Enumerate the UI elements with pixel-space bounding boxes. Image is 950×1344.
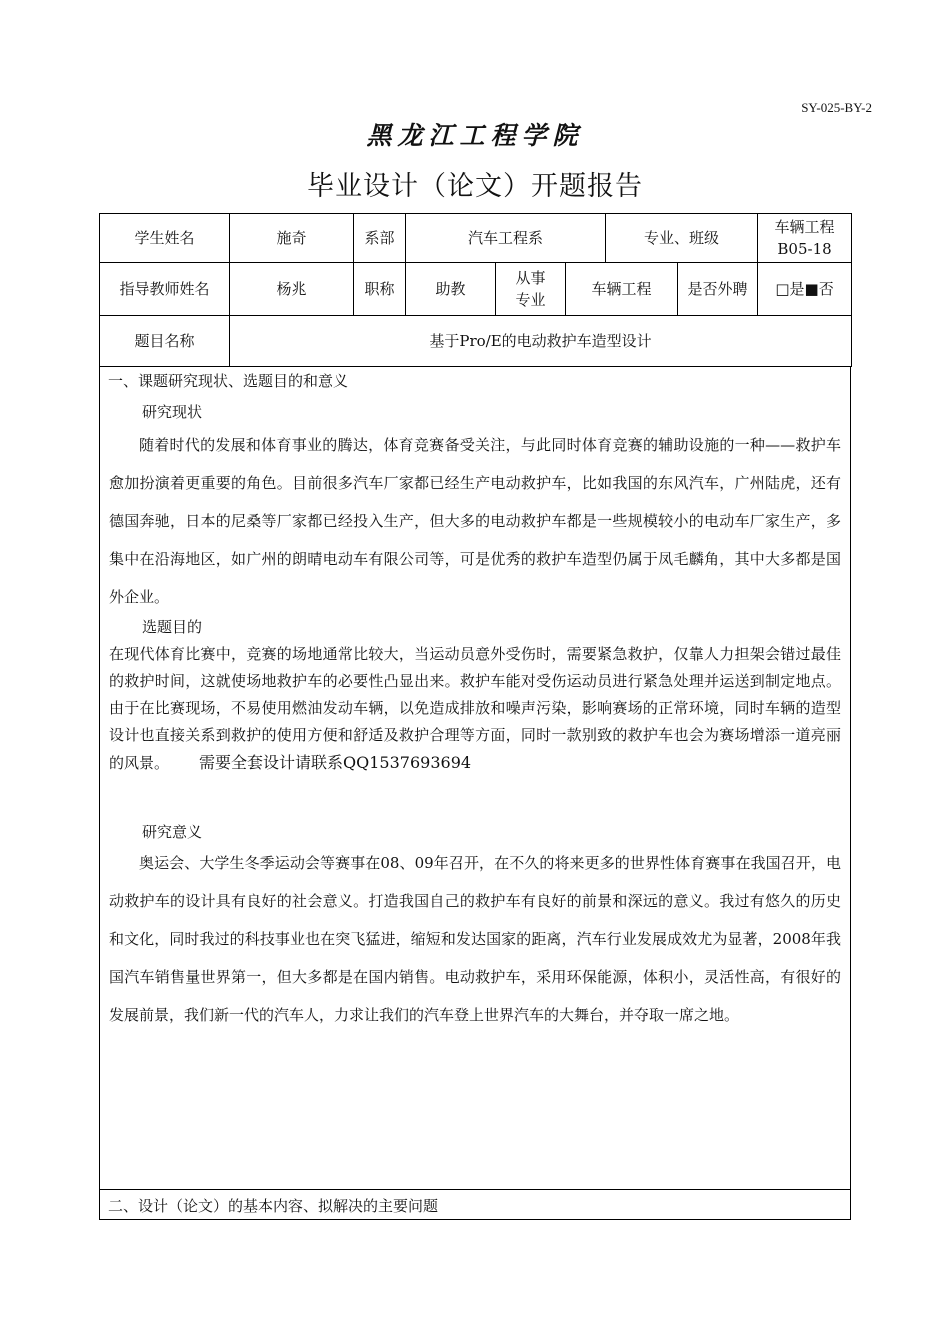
meaning-title: 研究意义 bbox=[142, 823, 203, 841]
external-label: 是否外聘 bbox=[678, 263, 758, 316]
topic-value: 基于Pro/E的电动救护车造型设计 bbox=[230, 316, 852, 367]
info-table bbox=[99, 213, 852, 367]
field-value: 车辆工程 bbox=[566, 263, 678, 316]
student-value: 施奇 bbox=[230, 214, 354, 263]
rank-label: 职称 bbox=[354, 263, 406, 316]
rank-value: 助教 bbox=[406, 263, 496, 316]
school-name: 黑龙江工程学院 bbox=[366, 121, 584, 150]
section-1-heading: 一、课题研究现状、选题目的和意义 bbox=[108, 372, 349, 390]
contact-note: 需要全套设计请联系QQ1537693694 bbox=[199, 753, 472, 772]
purpose-title: 选题目的 bbox=[142, 618, 203, 636]
purpose-paragraph bbox=[100, 641, 850, 777]
section-2-box bbox=[99, 1189, 851, 1220]
purpose-text: 在现代体育比赛中，竞赛的场地通常比较大，当运动员意外受伤时，需要紧急救护，仅靠人力担架会错过最佳的救护时间，这就使场地救护车的必要性凸显出来。救护车能对受伤运动员进行紧急处理并运送到制定地点。由于在比赛现场，不易使用燃油发动车辆，以免造成排放和噪声污染，影响赛场的正常环境，同时车辆的造型设计也直接关系到救护的使用方便和舒适及救护合理等方面，同时一款别致的救护车也会为赛场增添一道亮丽的风景。 bbox=[109, 645, 841, 772]
dept-value: 汽车工程系 bbox=[406, 214, 606, 263]
section-1-box bbox=[99, 366, 851, 1190]
status-text: 随着时代的发展和体育事业的腾达，体育竞赛备受关注，与此同时体育竞赛的辅助设施的一种——救护车愈加扮演着更重要的角色。目前很多汽车厂家都已经生产电动救护车，比如我国的东风汽车，广州陆虎，还有德国奔驰，日本的尼桑等厂家都已经投入生产，但大多的电动救护车都是一些规模较小的电动车厂家生产，多集中在沿海地区，如广州的朗晴电动车有限公司等，可是优秀的救护车造型仍属于凤毛麟角，其中大多都是国外企业。 bbox=[109, 436, 841, 606]
report-title: 毕业设计（论文）开题报告 bbox=[307, 171, 643, 202]
field-label-line2: 专业 bbox=[515, 291, 546, 309]
field-label-line1: 从事 bbox=[515, 269, 546, 287]
document-code: SY-025-BY-2 bbox=[801, 100, 872, 115]
advisor-value: 杨兆 bbox=[230, 263, 354, 316]
topic-label: 题目名称 bbox=[100, 316, 230, 367]
field-label bbox=[496, 263, 566, 316]
dept-label: 系部 bbox=[354, 214, 406, 263]
section-2-heading: 二、设计（论文）的基本内容、拟解决的主要问题 bbox=[108, 1197, 439, 1215]
student-label: 学生姓名 bbox=[100, 214, 230, 263]
major-value: 车辆工程B05-18 bbox=[758, 214, 852, 263]
meaning-text: 奥运会、大学生冬季运动会等赛事在08、09年召开，在不久的将来更多的世界性体育赛事在我国召开，电动救护车的设计具有良好的社会意义。打造我国自己的救护车有良好的前景和深远的意义。我过有悠久的历史和文化，同时我过的科技事业也在突飞猛进，缩短和发达国家的距离，汽车行业发展成效尤为显著，2008年我国汽车销售量世界第一，但大多都是在国内销售。电动救护车，采用环保能源，体积小，灵活性高，有很好的发展前景，我们新一代的汽车人，力求让我们的汽车登上世界汽车的大舞台，并夺取一席之地。 bbox=[109, 854, 841, 1024]
status-title: 研究现状 bbox=[142, 403, 203, 421]
major-label: 专业、班级 bbox=[606, 214, 758, 263]
external-value: □是■否 bbox=[758, 263, 852, 316]
advisor-label: 指导教师姓名 bbox=[100, 263, 230, 316]
